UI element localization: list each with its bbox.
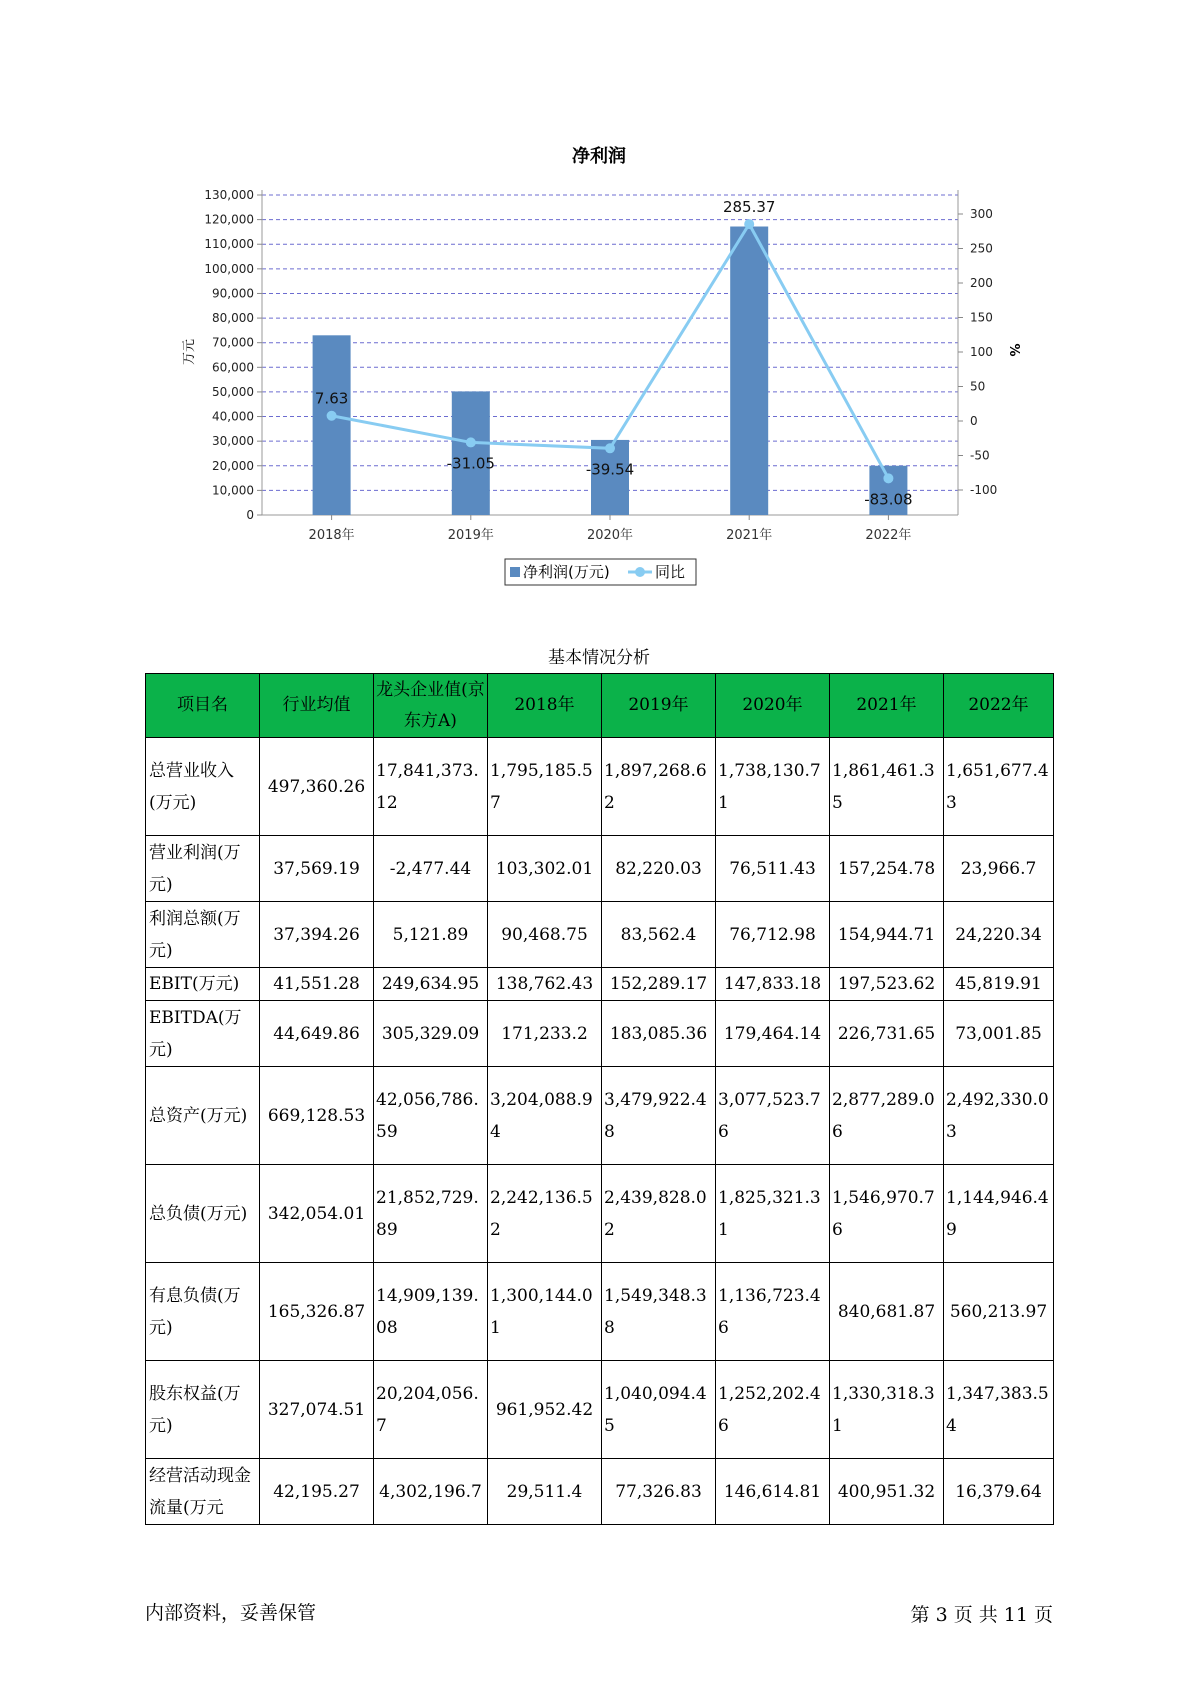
x-tick-label: 2021年 bbox=[726, 528, 773, 543]
table-row bbox=[146, 1263, 1054, 1361]
table-cell: 14,909,139.08 bbox=[374, 1263, 488, 1361]
left-tick-label: 30,000 bbox=[212, 434, 254, 449]
table-cell: 3,204,088.94 bbox=[488, 1067, 602, 1165]
table-cell: 305,329.09 bbox=[374, 1001, 488, 1067]
row-label: 经营活动现金流量(万元 bbox=[146, 1459, 260, 1525]
table-cell: 669,128.53 bbox=[260, 1067, 374, 1165]
table-cell: 44,649.86 bbox=[260, 1001, 374, 1067]
table-cell: 2,877,289.06 bbox=[830, 1067, 944, 1165]
table-cell: 1,651,677.43 bbox=[944, 738, 1054, 836]
table-cell: 1,347,383.54 bbox=[944, 1361, 1054, 1459]
header-cell: 2020年 bbox=[716, 674, 830, 738]
header-cell: 龙头企业值(京东方A) bbox=[374, 674, 488, 738]
table-cell: -2,477.44 bbox=[374, 836, 488, 902]
left-tick-label: 100,000 bbox=[204, 261, 254, 276]
table-cell: 20,204,056.7 bbox=[374, 1361, 488, 1459]
row-label: 利润总额(万元) bbox=[146, 902, 260, 968]
table-cell: 157,254.78 bbox=[830, 836, 944, 902]
left-tick-label: 20,000 bbox=[212, 458, 254, 473]
table-cell: 76,712.98 bbox=[716, 902, 830, 968]
table-cell: 24,220.34 bbox=[944, 902, 1054, 968]
header-cell: 行业均值 bbox=[260, 674, 374, 738]
x-axis-labels bbox=[309, 515, 912, 543]
x-tick-label: 2019年 bbox=[447, 528, 494, 543]
table-cell: 3,077,523.76 bbox=[716, 1067, 830, 1165]
table-cell: 1,861,461.35 bbox=[830, 738, 944, 836]
table-cell: 154,944.71 bbox=[830, 902, 944, 968]
left-tick-label: 110,000 bbox=[204, 237, 254, 252]
left-tick-label: 120,000 bbox=[204, 212, 254, 227]
table-cell: 1,144,946.49 bbox=[944, 1165, 1054, 1263]
header-cell: 2022年 bbox=[944, 674, 1054, 738]
table-cell: 342,054.01 bbox=[260, 1165, 374, 1263]
table-cell: 29,511.4 bbox=[488, 1459, 602, 1525]
right-tick-label: 50 bbox=[970, 379, 986, 394]
yoy-data-label: -83.08 bbox=[864, 490, 913, 509]
table-cell: 16,379.64 bbox=[944, 1459, 1054, 1525]
left-tick-label: 10,000 bbox=[212, 483, 254, 498]
table-row bbox=[146, 1459, 1054, 1525]
table-cell: 103,302.01 bbox=[488, 836, 602, 902]
table-row bbox=[146, 902, 1054, 968]
yoy-point bbox=[466, 437, 476, 447]
table-row bbox=[146, 1067, 1054, 1165]
header-cell: 2019年 bbox=[602, 674, 716, 738]
right-tick-label: 100 bbox=[970, 345, 993, 359]
table-cell: 1,546,970.76 bbox=[830, 1165, 944, 1263]
table-cell: 197,523.62 bbox=[830, 968, 944, 1001]
left-tick-label: 130,000 bbox=[204, 188, 254, 202]
table-cell: 2,492,330.03 bbox=[944, 1067, 1054, 1165]
left-tick-label: 80,000 bbox=[212, 311, 254, 326]
left-tick-label: 0 bbox=[246, 508, 254, 522]
x-tick-label: 2022年 bbox=[865, 528, 912, 543]
row-label: 股东权益(万元) bbox=[146, 1361, 260, 1459]
table-cell: 4,302,196.7 bbox=[374, 1459, 488, 1525]
table-cell: 138,762.43 bbox=[488, 968, 602, 1001]
x-tick-label: 2020年 bbox=[586, 528, 634, 543]
table-cell: 1,897,268.62 bbox=[602, 738, 716, 836]
table-cell: 41,551.28 bbox=[260, 968, 374, 1001]
table-cell: 2,242,136.52 bbox=[488, 1165, 602, 1263]
table-header-row bbox=[146, 674, 1054, 738]
yoy-point bbox=[744, 219, 754, 229]
left-tick-label: 50,000 bbox=[212, 384, 254, 399]
yoy-point bbox=[605, 443, 615, 453]
left-tick-label: 60,000 bbox=[212, 360, 254, 375]
table-cell: 5,121.89 bbox=[374, 902, 488, 968]
left-tick-label: 90,000 bbox=[212, 286, 254, 301]
table-cell: 400,951.32 bbox=[830, 1459, 944, 1525]
table-row bbox=[146, 738, 1054, 836]
left-axis-label: 万元 bbox=[182, 338, 197, 366]
table-cell: 560,213.97 bbox=[944, 1263, 1054, 1361]
yoy-point bbox=[327, 411, 337, 421]
table-cell: 2,439,828.02 bbox=[602, 1165, 716, 1263]
right-tick-label: 200 bbox=[970, 276, 993, 290]
right-tick-label: -50 bbox=[970, 448, 990, 463]
yoy-data-label: -31.05 bbox=[446, 454, 495, 473]
row-label: EBIT(万元) bbox=[146, 968, 260, 1001]
table-title: 基本情况分析 bbox=[548, 648, 650, 668]
table-row bbox=[146, 1165, 1054, 1263]
table-cell: 1,136,723.46 bbox=[716, 1263, 830, 1361]
table-cell: 1,300,144.01 bbox=[488, 1263, 602, 1361]
table-cell: 1,252,202.46 bbox=[716, 1361, 830, 1459]
legend-bar-label: 净利润(万元) bbox=[523, 563, 610, 581]
table-cell: 45,819.91 bbox=[944, 968, 1054, 1001]
row-label: 总负债(万元) bbox=[146, 1165, 260, 1263]
table-cell: 42,195.27 bbox=[260, 1459, 374, 1525]
table-cell: 497,360.26 bbox=[260, 738, 374, 836]
table-cell: 1,738,130.71 bbox=[716, 738, 830, 836]
table-cell: 147,833.18 bbox=[716, 968, 830, 1001]
right-tick-label: 300 bbox=[970, 207, 993, 221]
table-cell: 1,040,094.45 bbox=[602, 1361, 716, 1459]
table-cell: 3,479,922.48 bbox=[602, 1067, 716, 1165]
table-row bbox=[146, 1001, 1054, 1067]
row-label: 总资产(万元) bbox=[146, 1067, 260, 1165]
table-cell: 23,966.7 bbox=[944, 836, 1054, 902]
legend-bar-swatch bbox=[510, 567, 520, 577]
table-cell: 171,233.2 bbox=[488, 1001, 602, 1067]
footer-page-number: 第 3 页 共 11 页 bbox=[910, 1604, 1053, 1626]
table-cell: 226,731.65 bbox=[830, 1001, 944, 1067]
row-label: 有息负债(万元) bbox=[146, 1263, 260, 1361]
table-cell: 21,852,729.89 bbox=[374, 1165, 488, 1263]
table-cell: 77,326.83 bbox=[602, 1459, 716, 1525]
table-cell: 327,074.51 bbox=[260, 1361, 374, 1459]
table-cell: 152,289.17 bbox=[602, 968, 716, 1001]
table-cell: 183,085.36 bbox=[602, 1001, 716, 1067]
left-axis-ticks bbox=[204, 188, 262, 522]
yoy-point bbox=[883, 473, 893, 483]
yoy-data-label: 7.63 bbox=[314, 389, 349, 408]
table-cell: 37,569.19 bbox=[260, 836, 374, 902]
table-cell: 1,330,318.31 bbox=[830, 1361, 944, 1459]
right-tick-label: 0 bbox=[970, 414, 978, 428]
table-cell: 961,952.42 bbox=[488, 1361, 602, 1459]
table-cell: 1,825,321.31 bbox=[716, 1165, 830, 1263]
table-cell: 76,511.43 bbox=[716, 836, 830, 902]
right-tick-label: 250 bbox=[970, 241, 993, 256]
right-tick-label: 150 bbox=[970, 310, 993, 325]
table-cell: 82,220.03 bbox=[602, 836, 716, 902]
table-cell: 146,614.81 bbox=[716, 1459, 830, 1525]
yoy-data-label: 285.37 bbox=[722, 198, 776, 217]
bar bbox=[730, 227, 768, 515]
table-row bbox=[146, 1361, 1054, 1459]
yoy-data-label: -39.54 bbox=[585, 460, 635, 479]
table-row bbox=[146, 968, 1054, 1001]
header-cell: 2018年 bbox=[488, 674, 602, 738]
basic-analysis-table bbox=[145, 673, 1054, 1525]
legend-line-marker bbox=[635, 567, 645, 577]
table-cell: 1,549,348.38 bbox=[602, 1263, 716, 1361]
right-axis-label: % bbox=[1006, 343, 1021, 357]
bar bbox=[313, 335, 351, 515]
header-cell: 2021年 bbox=[830, 674, 944, 738]
x-tick-label: 2018年 bbox=[308, 528, 355, 543]
chart-legend bbox=[505, 559, 696, 585]
table-cell: 73,001.85 bbox=[944, 1001, 1054, 1067]
net-profit-chart bbox=[0, 0, 1191, 600]
row-label: EBITDA(万元) bbox=[146, 1001, 260, 1067]
table-cell: 179,464.14 bbox=[716, 1001, 830, 1067]
table-row bbox=[146, 836, 1054, 902]
table-cell: 83,562.4 bbox=[602, 902, 716, 968]
left-tick-label: 70,000 bbox=[212, 335, 254, 350]
header-cell: 项目名 bbox=[146, 674, 260, 738]
table-cell: 90,468.75 bbox=[488, 902, 602, 968]
table-cell: 37,394.26 bbox=[260, 902, 374, 968]
right-axis-ticks bbox=[958, 207, 997, 497]
legend-line-label: 同比 bbox=[655, 563, 686, 581]
table-cell: 249,634.95 bbox=[374, 968, 488, 1001]
footer-confidential: 内部资料，妥善保管 bbox=[145, 1602, 317, 1624]
table-cell: 17,841,373.12 bbox=[374, 738, 488, 836]
table-cell: 42,056,786.59 bbox=[374, 1067, 488, 1165]
chart-title: 净利润 bbox=[572, 146, 626, 167]
table-cell: 1,795,185.57 bbox=[488, 738, 602, 836]
right-tick-label: -100 bbox=[970, 483, 998, 497]
bar bbox=[452, 391, 490, 515]
table-cell: 840,681.87 bbox=[830, 1263, 944, 1361]
left-tick-label: 40,000 bbox=[212, 409, 254, 424]
table-cell: 165,326.87 bbox=[260, 1263, 374, 1361]
row-label: 总营业收入(万元) bbox=[146, 738, 260, 836]
row-label: 营业利润(万元) bbox=[146, 836, 260, 902]
